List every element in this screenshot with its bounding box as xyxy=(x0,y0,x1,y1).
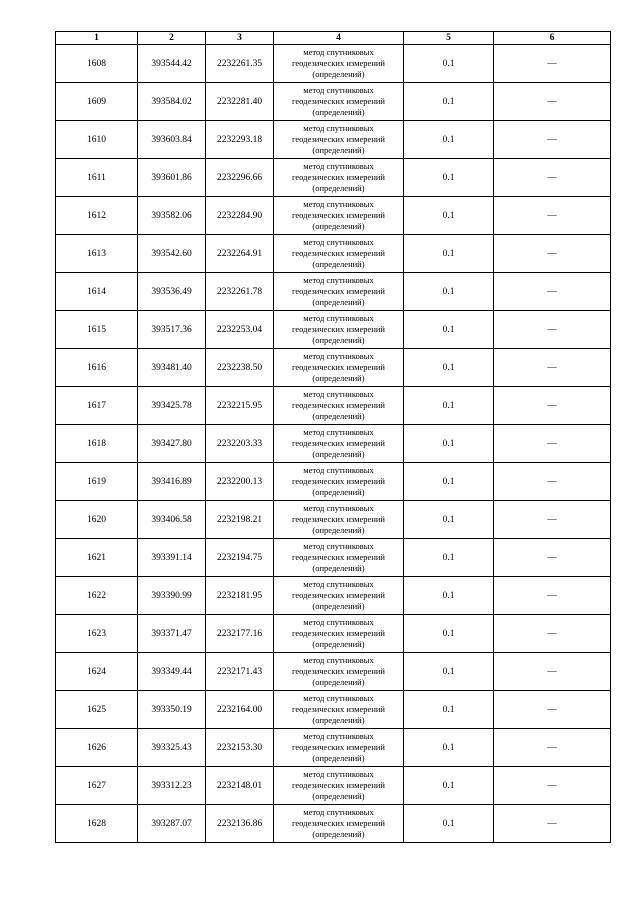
method-cell xyxy=(274,539,404,577)
point-number-cell: 1624 xyxy=(56,653,138,691)
y-coordinate-cell: 2232296.66 xyxy=(206,159,274,197)
table-row xyxy=(56,577,611,615)
note-cell: — xyxy=(494,235,611,273)
method-cell xyxy=(274,805,404,843)
x-coordinate-cell: 393425.78 xyxy=(138,387,206,425)
method-cell xyxy=(274,235,404,273)
y-coordinate-cell: 2232198.21 xyxy=(206,501,274,539)
method-line: геодезических измерений xyxy=(292,400,385,410)
method-cell xyxy=(274,311,404,349)
method-line: метод спутниковых xyxy=(303,123,374,133)
method-line: метод спутниковых xyxy=(303,47,374,57)
y-coordinate-cell: 2232253.04 xyxy=(206,311,274,349)
x-coordinate-cell: 393287.07 xyxy=(138,805,206,843)
table-row xyxy=(56,425,611,463)
method-cell xyxy=(274,425,404,463)
method-cell xyxy=(274,691,404,729)
header-col-3: 3 xyxy=(206,32,274,45)
method-line: геодезических измерений xyxy=(292,780,385,790)
table-row xyxy=(56,767,611,805)
x-coordinate-cell: 393544.42 xyxy=(138,45,206,83)
accuracy-cell: 0.1 xyxy=(404,463,494,501)
x-coordinate-cell: 393349.44 xyxy=(138,653,206,691)
table-row xyxy=(56,121,611,159)
note-cell: — xyxy=(494,653,611,691)
method-line: (определений) xyxy=(312,563,365,573)
point-number-cell: 1612 xyxy=(56,197,138,235)
method-line: геодезических измерений xyxy=(292,324,385,334)
accuracy-cell: 0.1 xyxy=(404,729,494,767)
point-number-cell: 1616 xyxy=(56,349,138,387)
table-row xyxy=(56,235,611,273)
table-row xyxy=(56,349,611,387)
x-coordinate-cell: 393391.14 xyxy=(138,539,206,577)
note-cell: — xyxy=(494,539,611,577)
x-coordinate-cell: 393416.89 xyxy=(138,463,206,501)
y-coordinate-cell: 2232194.75 xyxy=(206,539,274,577)
note-cell: — xyxy=(494,121,611,159)
method-line: (определений) xyxy=(312,525,365,535)
method-cell xyxy=(274,615,404,653)
accuracy-cell: 0.1 xyxy=(404,159,494,197)
method-line: метод спутниковых xyxy=(303,313,374,323)
accuracy-cell: 0.1 xyxy=(404,805,494,843)
method-cell xyxy=(274,159,404,197)
table-body xyxy=(56,45,611,843)
accuracy-cell: 0.1 xyxy=(404,539,494,577)
point-number-cell: 1617 xyxy=(56,387,138,425)
point-number-cell: 1623 xyxy=(56,615,138,653)
method-line: метод спутниковых xyxy=(303,237,374,247)
method-line: геодезических измерений xyxy=(292,476,385,486)
accuracy-cell: 0.1 xyxy=(404,349,494,387)
point-number-cell: 1620 xyxy=(56,501,138,539)
table-row xyxy=(56,463,611,501)
coordinates-table xyxy=(55,31,611,843)
x-coordinate-cell: 393542.60 xyxy=(138,235,206,273)
y-coordinate-cell: 2232177.16 xyxy=(206,615,274,653)
table-row xyxy=(56,387,611,425)
header-col-1: 1 xyxy=(56,32,138,45)
x-coordinate-cell: 393312.23 xyxy=(138,767,206,805)
point-number-cell: 1625 xyxy=(56,691,138,729)
method-cell xyxy=(274,463,404,501)
note-cell: — xyxy=(494,197,611,235)
method-line: геодезических измерений xyxy=(292,514,385,524)
table-row xyxy=(56,197,611,235)
x-coordinate-cell: 393350.19 xyxy=(138,691,206,729)
method-line: метод спутниковых xyxy=(303,465,374,475)
method-line: метод спутниковых xyxy=(303,275,374,285)
method-line: (определений) xyxy=(312,791,365,801)
table-row xyxy=(56,273,611,311)
x-coordinate-cell: 393603.84 xyxy=(138,121,206,159)
y-coordinate-cell: 2232281.40 xyxy=(206,83,274,121)
y-coordinate-cell: 2232293.18 xyxy=(206,121,274,159)
note-cell: — xyxy=(494,83,611,121)
method-line: геодезических измерений xyxy=(292,438,385,448)
method-line: геодезических измерений xyxy=(292,172,385,182)
point-number-cell: 1622 xyxy=(56,577,138,615)
point-number-cell: 1628 xyxy=(56,805,138,843)
y-coordinate-cell: 2232153.30 xyxy=(206,729,274,767)
accuracy-cell: 0.1 xyxy=(404,691,494,729)
y-coordinate-cell: 2232264.91 xyxy=(206,235,274,273)
table-row xyxy=(56,83,611,121)
x-coordinate-cell: 393584.02 xyxy=(138,83,206,121)
accuracy-cell: 0.1 xyxy=(404,197,494,235)
accuracy-cell: 0.1 xyxy=(404,767,494,805)
y-coordinate-cell: 2232136.86 xyxy=(206,805,274,843)
method-line: метод спутниковых xyxy=(303,199,374,209)
method-cell xyxy=(274,45,404,83)
point-number-cell: 1615 xyxy=(56,311,138,349)
point-number-cell: 1611 xyxy=(56,159,138,197)
method-line: геодезических измерений xyxy=(292,362,385,372)
note-cell: — xyxy=(494,45,611,83)
header-col-5: 5 xyxy=(404,32,494,45)
method-line: метод спутниковых xyxy=(303,807,374,817)
table-row xyxy=(56,615,611,653)
note-cell: — xyxy=(494,805,611,843)
table-row xyxy=(56,311,611,349)
note-cell: — xyxy=(494,311,611,349)
point-number-cell: 1627 xyxy=(56,767,138,805)
method-cell xyxy=(274,349,404,387)
table-row xyxy=(56,501,611,539)
method-cell xyxy=(274,653,404,691)
method-cell xyxy=(274,729,404,767)
note-cell: — xyxy=(494,273,611,311)
x-coordinate-cell: 393517.36 xyxy=(138,311,206,349)
table-row xyxy=(56,539,611,577)
x-coordinate-cell: 393371.47 xyxy=(138,615,206,653)
accuracy-cell: 0.1 xyxy=(404,311,494,349)
method-line: (определений) xyxy=(312,259,365,269)
method-line: (определений) xyxy=(312,449,365,459)
method-cell xyxy=(274,387,404,425)
y-coordinate-cell: 2232200.13 xyxy=(206,463,274,501)
note-cell: — xyxy=(494,463,611,501)
method-line: метод спутниковых xyxy=(303,541,374,551)
method-line: (определений) xyxy=(312,487,365,497)
method-line: (определений) xyxy=(312,335,365,345)
method-line: метод спутниковых xyxy=(303,731,374,741)
method-line: метод спутниковых xyxy=(303,579,374,589)
method-line: геодезических измерений xyxy=(292,666,385,676)
method-line: (определений) xyxy=(312,639,365,649)
method-line: геодезических измерений xyxy=(292,210,385,220)
method-cell xyxy=(274,197,404,235)
note-cell: — xyxy=(494,691,611,729)
header-row xyxy=(56,32,611,45)
accuracy-cell: 0.1 xyxy=(404,577,494,615)
y-coordinate-cell: 2232164.00 xyxy=(206,691,274,729)
note-cell: — xyxy=(494,159,611,197)
method-cell xyxy=(274,273,404,311)
note-cell: — xyxy=(494,349,611,387)
method-line: геодезических измерений xyxy=(292,590,385,600)
note-cell: — xyxy=(494,387,611,425)
note-cell: — xyxy=(494,425,611,463)
accuracy-cell: 0.1 xyxy=(404,273,494,311)
method-line: метод спутниковых xyxy=(303,693,374,703)
note-cell: — xyxy=(494,767,611,805)
method-line: (определений) xyxy=(312,183,365,193)
method-line: (определений) xyxy=(312,829,365,839)
method-line: (определений) xyxy=(312,411,365,421)
y-coordinate-cell: 2232284.90 xyxy=(206,197,274,235)
x-coordinate-cell: 393601.86 xyxy=(138,159,206,197)
accuracy-cell: 0.1 xyxy=(404,653,494,691)
method-line: метод спутниковых xyxy=(303,351,374,361)
accuracy-cell: 0.1 xyxy=(404,501,494,539)
point-number-cell: 1621 xyxy=(56,539,138,577)
y-coordinate-cell: 2232261.78 xyxy=(206,273,274,311)
accuracy-cell: 0.1 xyxy=(404,45,494,83)
method-line: (определений) xyxy=(312,373,365,383)
point-number-cell: 1613 xyxy=(56,235,138,273)
y-coordinate-cell: 2232171.43 xyxy=(206,653,274,691)
table-row xyxy=(56,691,611,729)
method-line: геодезических измерений xyxy=(292,248,385,258)
table-row xyxy=(56,159,611,197)
table-row xyxy=(56,45,611,83)
note-cell: — xyxy=(494,615,611,653)
note-cell: — xyxy=(494,729,611,767)
method-line: (определений) xyxy=(312,69,365,79)
y-coordinate-cell: 2232215.95 xyxy=(206,387,274,425)
method-line: геодезических измерений xyxy=(292,58,385,68)
table-row xyxy=(56,729,611,767)
header-col-4: 4 xyxy=(274,32,404,45)
y-coordinate-cell: 2232181.95 xyxy=(206,577,274,615)
method-line: (определений) xyxy=(312,715,365,725)
method-line: геодезических измерений xyxy=(292,134,385,144)
note-cell: — xyxy=(494,577,611,615)
method-line: (определений) xyxy=(312,677,365,687)
x-coordinate-cell: 393390.99 xyxy=(138,577,206,615)
x-coordinate-cell: 393325.43 xyxy=(138,729,206,767)
method-line: метод спутниковых xyxy=(303,389,374,399)
accuracy-cell: 0.1 xyxy=(404,615,494,653)
point-number-cell: 1626 xyxy=(56,729,138,767)
y-coordinate-cell: 2232148.01 xyxy=(206,767,274,805)
method-line: (определений) xyxy=(312,297,365,307)
accuracy-cell: 0.1 xyxy=(404,121,494,159)
table-row xyxy=(56,805,611,843)
method-cell xyxy=(274,121,404,159)
table-row xyxy=(56,653,611,691)
method-line: геодезических измерений xyxy=(292,552,385,562)
y-coordinate-cell: 2232261.35 xyxy=(206,45,274,83)
note-cell: — xyxy=(494,501,611,539)
x-coordinate-cell: 393536.49 xyxy=(138,273,206,311)
y-coordinate-cell: 2232203.33 xyxy=(206,425,274,463)
method-line: (определений) xyxy=(312,753,365,763)
method-line: метод спутниковых xyxy=(303,427,374,437)
method-line: (определений) xyxy=(312,107,365,117)
method-line: геодезических измерений xyxy=(292,96,385,106)
y-coordinate-cell: 2232238.50 xyxy=(206,349,274,387)
method-line: метод спутниковых xyxy=(303,655,374,665)
method-line: метод спутниковых xyxy=(303,617,374,627)
x-coordinate-cell: 393582.06 xyxy=(138,197,206,235)
x-coordinate-cell: 393406.58 xyxy=(138,501,206,539)
method-line: геодезических измерений xyxy=(292,704,385,714)
method-line: метод спутниковых xyxy=(303,161,374,171)
x-coordinate-cell: 393427.80 xyxy=(138,425,206,463)
method-cell xyxy=(274,767,404,805)
method-line: (определений) xyxy=(312,145,365,155)
accuracy-cell: 0.1 xyxy=(404,425,494,463)
point-number-cell: 1608 xyxy=(56,45,138,83)
point-number-cell: 1610 xyxy=(56,121,138,159)
header-col-2: 2 xyxy=(138,32,206,45)
method-cell xyxy=(274,501,404,539)
method-line: метод спутниковых xyxy=(303,503,374,513)
method-line: (определений) xyxy=(312,601,365,611)
method-line: геодезических измерений xyxy=(292,818,385,828)
method-line: метод спутниковых xyxy=(303,85,374,95)
method-line: геодезических измерений xyxy=(292,286,385,296)
accuracy-cell: 0.1 xyxy=(404,387,494,425)
accuracy-cell: 0.1 xyxy=(404,83,494,121)
method-line: (определений) xyxy=(312,221,365,231)
accuracy-cell: 0.1 xyxy=(404,235,494,273)
method-cell xyxy=(274,577,404,615)
method-cell xyxy=(274,83,404,121)
header-col-6: 6 xyxy=(494,32,611,45)
method-line: метод спутниковых xyxy=(303,769,374,779)
point-number-cell: 1609 xyxy=(56,83,138,121)
table-header xyxy=(56,32,611,45)
method-line: геодезических измерений xyxy=(292,742,385,752)
method-line: геодезических измерений xyxy=(292,628,385,638)
point-number-cell: 1619 xyxy=(56,463,138,501)
point-number-cell: 1614 xyxy=(56,273,138,311)
x-coordinate-cell: 393481.40 xyxy=(138,349,206,387)
point-number-cell: 1618 xyxy=(56,425,138,463)
